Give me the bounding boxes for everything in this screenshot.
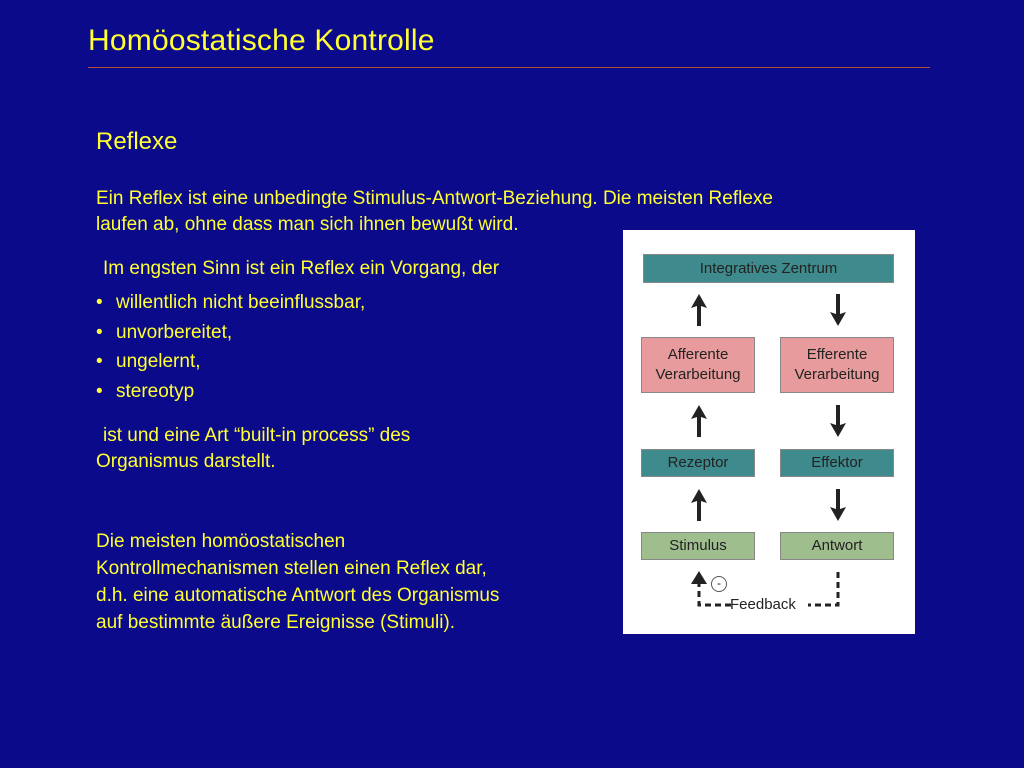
lead-in-text: Im engsten Sinn ist ein Reflex ein Vorgang, der <box>103 258 500 279</box>
feedback-label: Feedback <box>730 596 796 613</box>
reflex-diagram <box>623 230 915 634</box>
arrow-down-icon <box>830 294 846 326</box>
arrow-down-icon <box>830 405 846 437</box>
arrow-up-icon <box>691 489 707 521</box>
integrative-center-box: Integratives Zentrum <box>643 254 894 283</box>
slide-title: Homöostatische Kontrolle <box>88 24 435 57</box>
list-item: • willentlich nicht beeinflussbar, <box>96 292 366 313</box>
effector-box: Effektor <box>780 449 894 477</box>
response-box: Antwort <box>780 532 894 560</box>
after-bullets-line-1: ist und eine Art “built-in process” des <box>103 425 411 446</box>
reflex-properties-list <box>96 290 365 408</box>
summary-line-4: auf bestimmte äußere Ereignisse (Stimuli). <box>96 612 456 633</box>
summary-line-2: Kontrollmechanismen stellen einen Reflex dar, <box>96 558 487 579</box>
list-item: • unvorbereitet, <box>96 321 233 343</box>
receptor-box: Rezeptor <box>641 449 755 477</box>
section-heading: Reflexe <box>96 128 178 155</box>
intro-line-2: laufen ab, ohne dass man sich ihnen bewußt wird. <box>96 214 519 235</box>
afferent-processing-box: Afferente Verarbeitung <box>641 337 755 393</box>
intro-line-1: Ein Reflex ist eine unbedingte Stimulus-Antwort-Beziehung. Die meisten Reflexe <box>96 188 773 209</box>
after-bullets-line-2: Organismus darstellt. <box>96 451 276 472</box>
arrow-down-icon <box>830 489 846 521</box>
stimulus-box: Stimulus <box>641 532 755 560</box>
arrow-up-icon <box>691 405 707 437</box>
summary-line-1: Die meisten homöostatischen <box>96 531 346 552</box>
arrow-up-icon <box>691 294 707 326</box>
negative-sign-icon: - <box>711 576 727 592</box>
title-divider <box>88 67 930 68</box>
summary-line-3: d.h. eine automatische Antwort des Organismus <box>96 585 500 606</box>
list-item: • ungelernt, <box>96 351 201 372</box>
list-item: • stereotyp <box>96 380 195 402</box>
efferent-processing-box: Efferente Verarbeitung <box>780 337 894 393</box>
